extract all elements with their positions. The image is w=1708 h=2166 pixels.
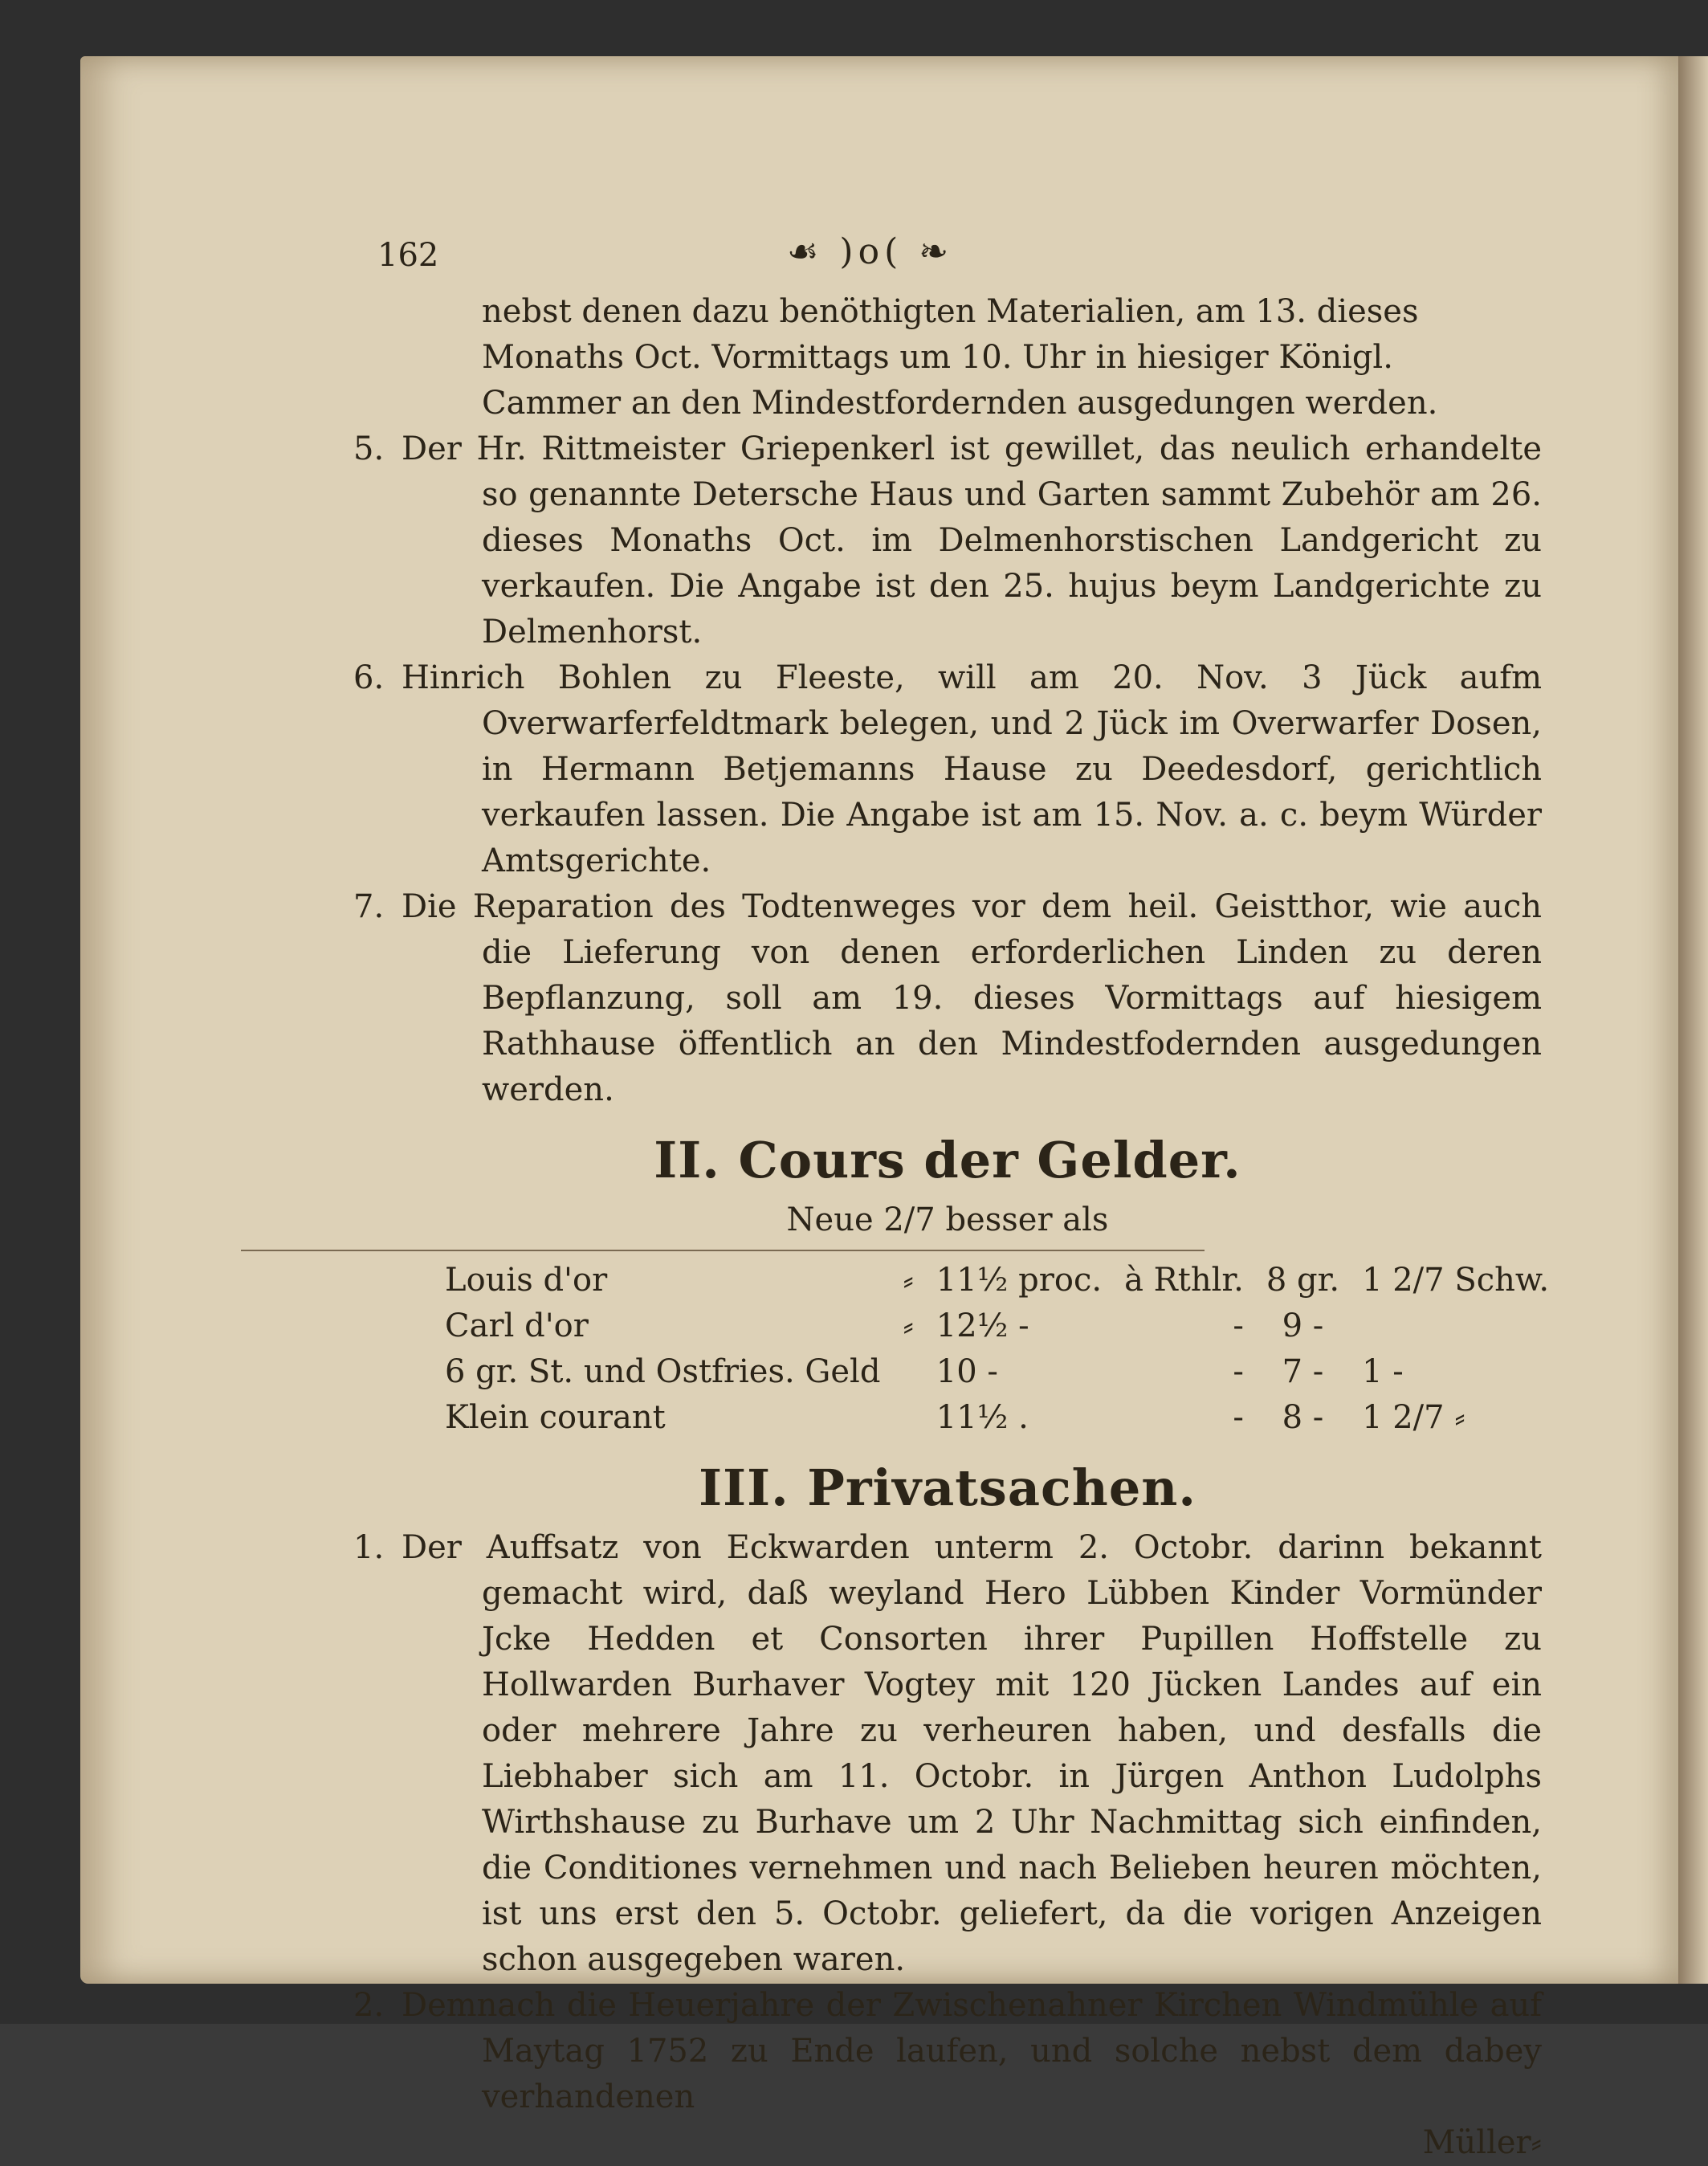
rates-rule (241, 1250, 1205, 1251)
notice-item-6 (353, 655, 1542, 884)
item-number: 7. (353, 888, 385, 925)
item-number: 1. (353, 1529, 385, 1566)
rate-unit: à Rthlr. (1124, 1262, 1244, 1299)
header-ornament: ☙ )o( ❧ (787, 231, 954, 272)
exchange-rates-table (434, 1258, 1560, 1441)
coin-name: Carl d'or (445, 1307, 589, 1344)
schwaren: 1 2/7 ⸗ (1362, 1399, 1465, 1436)
notice-item-7 (353, 884, 1542, 1113)
coin-name: 6 gr. St. und Ostfries. Geld (445, 1353, 881, 1390)
schwaren: 1 - (1362, 1353, 1404, 1390)
table-row (434, 1258, 1560, 1303)
section-title-cours: II. Cours der Gelder. (654, 1131, 1241, 1189)
item-text: Demnach die Heuerjahre der Zwischenahner Kirchen Windmühle auf Maytag 1752 zu Ende laufen, und solche nebst dem dabey verhandenen (402, 1987, 1542, 2115)
schwaren: 1 2/7 Schw. (1362, 1262, 1550, 1299)
running-header (353, 225, 1542, 273)
page-number: 162 (377, 237, 439, 274)
rate-unit: - (1233, 1307, 1244, 1344)
item-text: Der Auffsatz von Eckwarden unterm 2. Octobr. darinn bekannt gemacht wird, daß weyland Hero Lübben Kinder Vormünder Jcke Hedden et Consorten ihrer Pupillen Hoffstelle zu Hollwarden Burhaver Vogtey mit 120 Jücken Landes auf ein oder mehrere Jahre zu verheuren haben, und desfalls die Liebhaber sich am 11. Octobr. in Jürgen Anthon Ludolphs Wirthshause zu Burhave um 2 Uhr Nachmittag sich einfinden, die Conditiones vernehmen und nach Belieben heuren möchten, ist uns erst den 5. Octobr. geliefert, da die vorigen Anzeigen schon ausgegeben waren. (402, 1529, 1542, 1978)
continued-item: nebst denen dazu benöthigten Materialien, am 13. dieses Monaths Oct. Vormittags um 10. Uhr in hiesiger Königl. Cammer an den Mindestfordernden ausgedungen werden. (482, 293, 1438, 422)
page-body (353, 289, 1550, 2166)
groschen: 9 - (1282, 1307, 1324, 1344)
catchword: Müller⸗ (1422, 2124, 1542, 2161)
ditto-mark (891, 1395, 924, 1441)
item-number: 2. (353, 1987, 385, 2024)
item-text: Der Hr. Rittmeister Griepenkerl ist gewillet, das neulich erhandelte so genannte Detersche Haus und Garten sammt Zubehör am 26. dieses Monaths Oct. im Delmenhorstischen Landgericht zu verkaufen. Die Angabe ist den 25. hujus beym Landgerichte zu Delmenhorst. (402, 430, 1542, 651)
coin-name: Klein courant (445, 1399, 666, 1436)
table-row (434, 1303, 1560, 1349)
rates-caption: Neue 2/7 besser als (786, 1201, 1109, 1238)
groschen: 8 gr. (1266, 1262, 1340, 1299)
table-row (434, 1395, 1560, 1441)
rate-unit: - (1233, 1399, 1244, 1436)
ditto-mark: ⸗ (903, 1262, 914, 1299)
percent: 11½ . (936, 1399, 1029, 1436)
table-row (434, 1349, 1560, 1395)
ditto-mark (891, 1349, 924, 1395)
item-number: 6. (353, 659, 385, 696)
groschen: 7 - (1282, 1353, 1324, 1390)
private-item-1 (353, 1525, 1542, 1983)
percent: 11½ proc. (936, 1262, 1103, 1299)
groschen: 8 - (1282, 1399, 1324, 1436)
item-number: 5. (353, 430, 385, 467)
item-text: Die Reparation des Todtenweges vor dem heil. Geistthor, wie auch die Lieferung von denen erforderlichen Linden zu deren Bepflanzung, soll am 19. dieses Vormittags auf hiesigem Rathhause öffentlich an den Mindestfodernden ausgedungen werden. (402, 888, 1542, 1108)
rate-unit: - (1233, 1353, 1244, 1390)
coin-name: Louis d'or (445, 1262, 608, 1299)
schwaren (1351, 1303, 1560, 1349)
notice-item-5 (353, 426, 1542, 655)
percent: 10 - (936, 1353, 998, 1390)
ditto-mark: ⸗ (903, 1307, 914, 1344)
item-text: Hinrich Bohlen zu Fleeste, will am 20. Nov. 3 Jück aufm Overwarferfeldtmark belegen, und 2 Jück im Overwarfer Dosen, in Hermann Betjemanns Hause zu Deedesdorf, gerichtlich verkaufen lassen. Die Angabe ist am 15. Nov. a. c. beym Würder Amtsgerichte. (402, 659, 1542, 879)
section-title-privatsachen: III. Privatsachen. (699, 1458, 1196, 1517)
private-item-2 (353, 1983, 1542, 2120)
percent: 12½ - (936, 1307, 1029, 1344)
